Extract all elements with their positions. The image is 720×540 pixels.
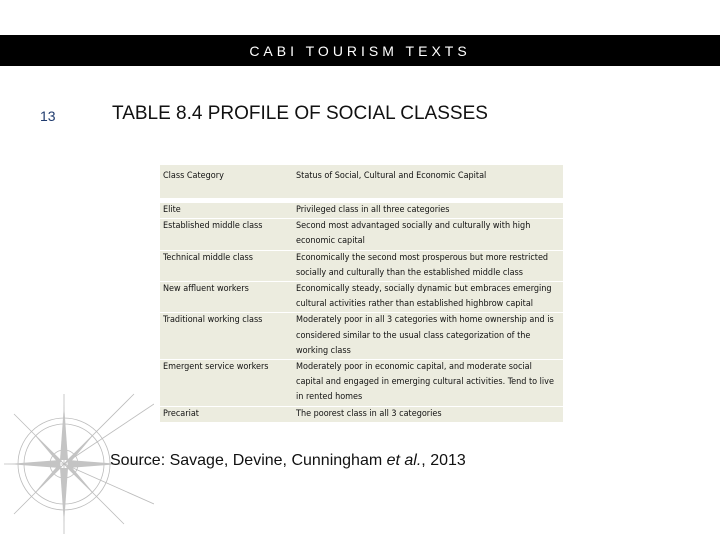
table-row (160, 219, 563, 250)
social-classes-table (160, 165, 563, 423)
class-category-cell: Elite (160, 203, 293, 219)
slide-title: TABLE 8.4 PROFILE OF SOCIAL CLASSES (112, 103, 488, 124)
class-category-cell: Traditional working class (160, 313, 293, 360)
table-header-row (160, 165, 563, 199)
table-row (160, 407, 563, 423)
table-row (160, 251, 563, 282)
table-row (160, 203, 563, 219)
column-header-class-category: Class Category (160, 165, 293, 199)
class-status-cell: Economically steady, socially dynamic but embraces emerging cultural activities rather than established highbrow capital (293, 282, 563, 313)
class-category-cell: Emergent service workers (160, 360, 293, 407)
table-row (160, 282, 563, 313)
class-category-cell: Precariat (160, 407, 293, 423)
column-header-status: Status of Social, Cultural and Economic Capital (293, 165, 563, 199)
source-citation-et-al: et al. (386, 452, 422, 469)
source-citation-suffix: , 2013 (421, 452, 466, 469)
table-row (160, 360, 563, 407)
class-status-cell: Privileged class in all three categories (293, 203, 563, 219)
class-status-cell: Moderately poor in economic capital, and moderate social capital and engaged in emerging cultural activities. Tend to live in rented homes (293, 360, 563, 407)
class-status-cell: Economically the second most prosperous but more restricted socially and culturally than the established middle class (293, 251, 563, 282)
class-status-cell: Moderately poor in all 3 categories with home ownership and is considered similar to the usual class categorization of the working class (293, 313, 563, 360)
source-citation-prefix: Source: Savage, Devine, Cunningham (110, 452, 387, 469)
class-status-cell: The poorest class in all 3 categories (293, 407, 563, 423)
class-category-cell: New affluent workers (160, 282, 293, 313)
class-category-cell: Technical middle class (160, 251, 293, 282)
slide-number: 13 (40, 108, 56, 124)
header-band-text: CABI TOURISM TEXTS (249, 42, 471, 59)
class-category-cell: Established middle class (160, 219, 293, 250)
class-status-cell: Second most advantaged socially and culturally with high economic capital (293, 219, 563, 250)
table-row (160, 313, 563, 360)
source-citation (110, 452, 466, 470)
header-band (0, 35, 720, 66)
